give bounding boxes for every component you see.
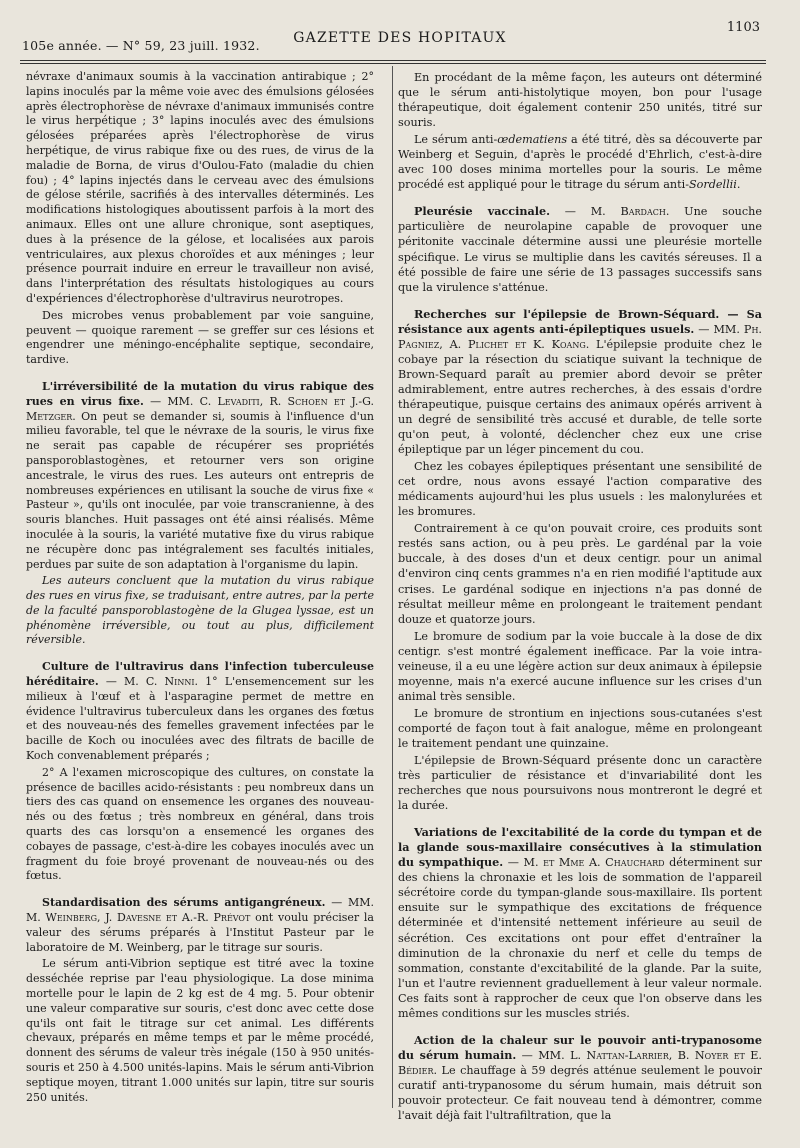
paragraph: Le bromure de strontium en injections sous-cutanées s'est comporté de façon tout à fait analogue, même en prolongeant le traitement pendant une quinzaine.	[398, 706, 762, 750]
article-title: L'irréversibilité de la mutation du virus rabique des rues en virus fixe.	[26, 379, 374, 408]
article-authors: — MM. C. Levaditi, R. Schoen et J.-G. Metzger.	[26, 394, 374, 423]
article-body: On peut se demander si, soumis à l'influence d'un milieu favorable, tel que le névraxe de la souris, le virus fixe ne serait pas capable de récupérer ses propriétés pansporoblastogènes, et retourner vers son origine ancestrale, le virus des rues. Les auteurs ont entrepris de nombreuses expériences en utilisant la souche de virus fixe « Pasteur », qu'ils ont inoculée, par voie transcranienne, à des souris blanches. Huit passages ont été ainsi réalisés. Même inoculée à la souris, la variété mutative fixe du virus rabique ne récupère donc pas intégralement ses facultés initiales, perdues par suite de son adaptation à l'organisme du lapin.	[26, 409, 375, 571]
text-run: .	[736, 178, 741, 192]
paragraph: En procédant de la même façon, les auteurs ont déterminé que le sérum anti-histolytique moyen, bon pour l'usage thérapeutique, doit également contenir 250 unités, titré sur souris.	[398, 71, 762, 130]
text-run-italic: Sordellii	[689, 178, 737, 192]
article-authors: — MM. M. Weinberg, J. Davesne et A.-R. Prévot	[26, 896, 374, 925]
paragraph: Des microbes venus probablement par voie sanguine, peuvent — quoique rarement — se greffer sur ces lésions et engendrer une méningo-encéphalite septique, secondaire, tardive.	[26, 308, 374, 367]
article-authors: — MM. L. Nattan-Larrier, B. Noyer et E. Bédier.	[398, 1048, 762, 1077]
paragraph: Le bromure de sodium par la voie buccale à la dose de dix centigr. s'est montré également inefficace. Par la voie intra-veineuse, il a eu une légère action sur deux animaux à épilepsie moyenne, mais n'a exercé aucune influence sur les crises d'un animal très sensible.	[398, 629, 762, 703]
article-nattan-larrier	[398, 1033, 762, 1123]
column-divider	[392, 66, 393, 1108]
page-number: 1103	[726, 20, 760, 35]
article-pagniez	[398, 307, 762, 814]
article-authors: — M. C. Ninni.	[105, 675, 199, 689]
paragraph: 2° A l'examen microscopique des cultures, on constate la présence de bacilles acido-résistants : peu nombreux dans un tiers des cas quand on ensemence les organes des nouveau-nés ou des fœtus ; très nombreux en général, dans trois quarts des cas lorsqu'on a ensemencé les organes des cobayes de passage, c'est-à-dire les cobayes inoculés avec un fragment du foie broyé provenant de nouveau-nés ou des fœtus.	[26, 765, 374, 883]
article-body: ont voulu préciser la valeur des sérums préparés à l'Institut Pasteur par le laboratoire de M. Weinberg, par le titrage sur souris.	[26, 911, 374, 954]
article-levaditi	[26, 380, 374, 648]
article-weinberg	[26, 896, 374, 1105]
article-ninni	[26, 660, 374, 884]
article-authors: — M. Bardach.	[564, 205, 670, 219]
article-title: Pleurésie vaccinale.	[414, 204, 550, 219]
text-run: Le sérum anti-	[414, 133, 498, 147]
article-title: Variations de l'excitabilité de la corde du tympan et de la glande sous-maxillaire consécutives à la stimulation du sympathique.	[398, 825, 762, 870]
article-body: Une souche particulière de neurolapine capable de provoquer une péritonite vaccinale détermine aussi une pleurésie mortelle spécifique. Le virus se multiplie dans les cavités séreuses. Il a été possible de faire une série de 13 passages successifs sans que la virulence s'atténue.	[398, 205, 762, 294]
article-body: Le chauffage à 59 degrés atténue seulement le pouvoir curatif anti-trypanosome du sérum humain, mais détruit son pouvoir protecteur. Ce fait nouveau tend à démontrer, comme l'avait déjà fait l'ultrafiltration, que la	[398, 1063, 762, 1123]
paragraph	[398, 132, 762, 192]
article-conclusion: Les auteurs concluent que la mutation du virus rabique des rues en virus fixe, se traduisant, entre autres, par la perte de la faculté pansporoblastogène de la Glugea lyssae, est un phénomène irréversible, ou tout au plus, difficilement réversible.	[26, 574, 374, 647]
left-column	[26, 70, 374, 1107]
article-authors: — MM. Ph. Pagniez, A. Plichet et K. Koang.	[398, 322, 762, 351]
journal-title: GAZETTE DES HOPITAUX	[293, 30, 507, 46]
article-body: déterminent sur des chiens la chronaxie et les lois de sommation de l'appareil sécrétoire corde du tympan-glande sous-maxillaire. Ils portent ensuite sur le sympathique des excitations de fréquence déterminée et d'intensité nettement inférieure au seuil de sécrétion. Ces excitations ont pour effet d'entraîner la diminution de la chronaxie du nerf et celle du temps de sommation, constante d'excitabilité de la glande. Par la suite, l'un et l'autre reviennent graduellement à leur valeur normale. Ces faits sont à rapprocher de ceux que l'on observe dans les mêmes conditions sur les muscles striés.	[398, 856, 762, 1020]
article-body: L'épilepsie produite chez le cobaye par la résection du sciatique suivant la technique de Brown-Sequard paraît au premier abord devoir se prêter admirablement, entre autres recherches, à des essais d'ordre thérapeutique, puisque certains des animaux opérés arrivent à un degré de sensibilité très accusé et durable, de telle sorte qu'on peut, à volonté, déclencher chez eux une crise épileptique par un léger pincement du cou.	[398, 337, 762, 457]
header-rule	[20, 60, 766, 64]
text-run-italic: œdematiens	[497, 133, 568, 147]
article-chauchard	[398, 825, 762, 1021]
article-bardach	[398, 204, 762, 294]
article-title: Standardisation des sérums antigangréneux.	[42, 896, 326, 910]
text-run: a été titré, dès sa découverte par Weinberg et Seguin, d'après le procédé d'Ehrlich, c'est-à-dire avec 100 doses minima mortelles pour la souris. Le même procédé est appliqué pour le titrage du sérum anti-	[398, 133, 763, 192]
paragraph: névraxe d'animaux soumis à la vaccination antirabique ; 2° lapins inoculés par la même voie avec des émulsions gélosées après électrophorèse de névraxe d'animaux immunisés contre le virus herpétique ; 3° lapins inoculés avec des émulsions gélosées préparées après l'électrophorèse de virus herpétique, de virus rabique fixe ou des rues, de virus de la maladie de Borna, de virus d'Oulou-Fato (maladie du chien fou) ; 4° lapins injectés dans le cerveau avec des émulsions de gélose stérile, sacrifiés à des intervalles déterminés. Les modifications histologiques aboutissent parfois à la mort des animaux. Elles ont une allure chronique, sont aseptiques, dues à la présence de la gélose, et localisées aux parois ventriculaires, aux plexus choroïdes et aux méninges ; leur présence pourrait induire en erreur le travailleur non avisé, dans l'interprétation des résultats histologiques au cours d'expériences d'électrophorèse d'ultravirus neurotropes.	[26, 70, 374, 305]
article-body: 1° L'ensemencement sur les milieux à l'œuf et à l'asparagine permet de mettre en évidence l'ultravirus tuberculeux dans les organes des fœtus et des nouveau-nés des femelles gravement infectées par le bacille de Koch ou inoculées avec des filtrats de bacille de Koch convenablement préparés ;	[26, 675, 375, 763]
paragraph: Le sérum anti-Vibrion septique est titré avec la toxine desséchée reprise par l'eau physiologique. La dose minima mortelle pour le lapin de 2 kg est de 4 mg. 5. Pour obtenir une valeur comparative sur souris, c'est donc avec cette dose qu'ils ont fait le titrage sur cet animal. Les différents chevaux, préparés en même temps et par le même procédé, donnent des sérums de valeur très inégale (150 à 950 unités-souris et 250 à 4.500 unités-lapins. Mais le sérum anti-Vibrion septique moyen, titrant 1.000 unités sur lapin, titre sur souris 250 unités.	[26, 957, 374, 1104]
article-title: Action de la chaleur sur le pouvoir anti-trypanosome du sérum humain.	[398, 1032, 762, 1062]
paragraph: Chez les cobayes épileptiques présentant une sensibilité de cet ordre, nous avons essayé l'action comparative des médicaments aujourd'hui les plus usuels : les malonylurées et les bromures.	[398, 460, 762, 519]
paragraph: L'épilepsie de Brown-Séquard présente donc un caractère très particulier de résistance et d'invariabilité dont les recherches que nous poursuivons nous montreront le degré et la durée.	[398, 754, 762, 813]
right-column	[398, 70, 762, 1125]
article-title: Culture de l'ultravirus dans l'infection tuberculeuse héréditaire.	[26, 660, 374, 689]
paragraph: Contrairement à ce qu'on pouvait croire, ces produits sont restés sans action, ou à peu près. Le gardénal par la voie buccale, à des doses d'un et deux centigr. pour un animal d'environ cinq cents grammes n'a en rien modifié l'aptitude aux crises. Le gardénal sodique en injections n'a pas donné de résultat meilleur même en prolongeant le traitement pendant douze et quatorze jours.	[398, 522, 762, 626]
article-title: Recherches sur l'épilepsie de Brown-Séquard. — Sa résistance aux agents anti-épileptiques usuels.	[398, 306, 762, 336]
article-authors: — M. et Mme A. Chauchard	[507, 856, 665, 870]
issue-line: 105e année. — N° 59, 23 juill. 1932.	[22, 38, 260, 53]
